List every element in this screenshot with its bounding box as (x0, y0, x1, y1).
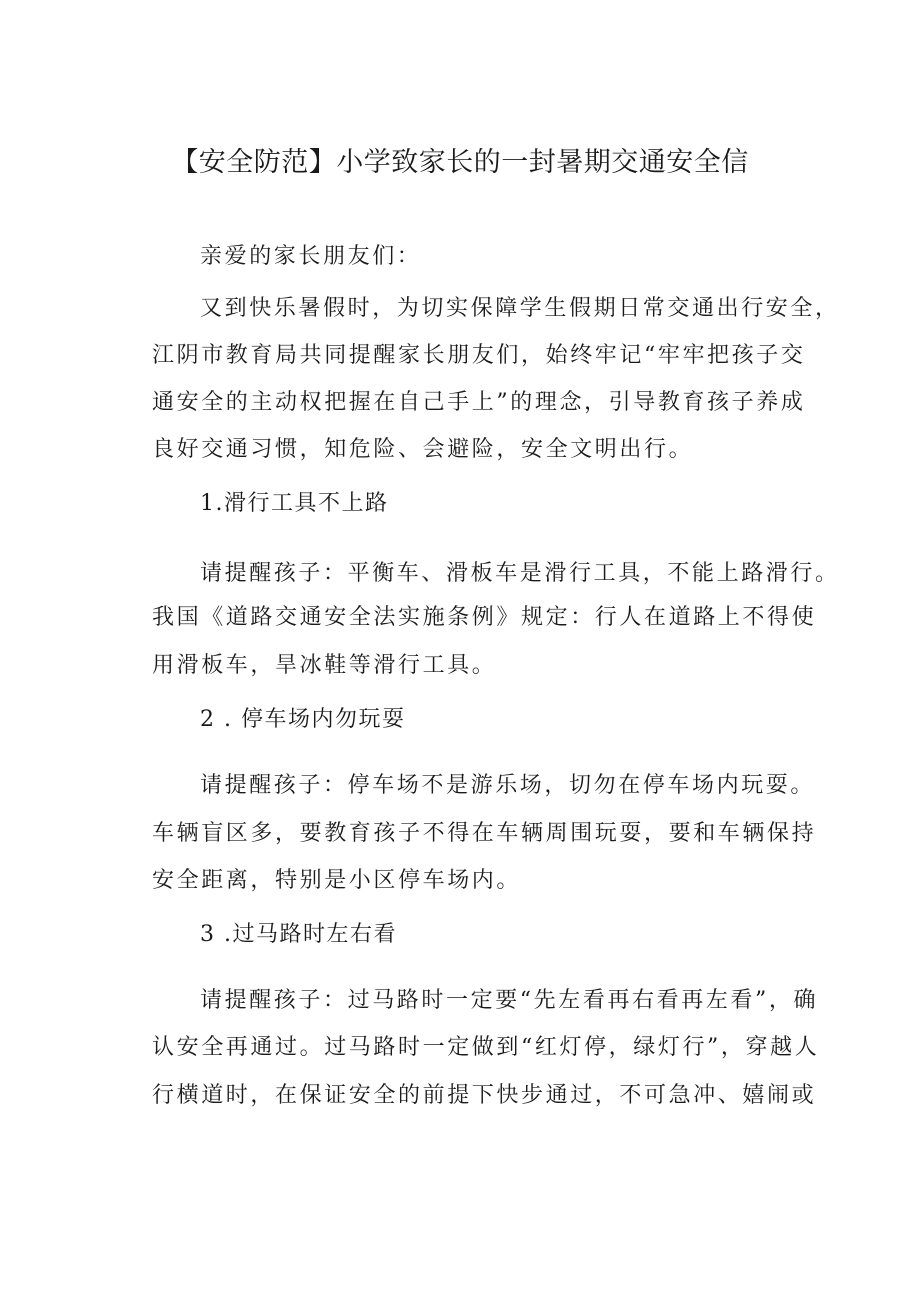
section-1-heading: 1.滑行工具不上路 (200, 491, 389, 516)
section-2-line-3: 安全距离，特别是小区停车场内。 (152, 868, 522, 893)
intro-line-2: 江阴市教育局共同提醒家长朋友们，始终牢记“牢牢把孩子交 (152, 343, 806, 368)
section-3-line-1: 请提醒孩子：过马路时一定要“先左看再右看再左看”，确 (200, 988, 819, 1013)
greeting: 亲爱的家长朋友们： (200, 244, 422, 269)
document-title: 【安全防范】小学致家长的一封暑期交通安全信 (171, 147, 749, 178)
intro-line-4: 良好交通习惯，知危险、会避险，安全文明出行。 (152, 437, 694, 462)
section-1-line-2: 我国《道路交通安全法实施条例》规定：行人在道路上不得使 (152, 605, 817, 630)
section-2-line-2: 车辆盲区多，要教育孩子不得在车辆周围玩耍，要和车辆保持 (152, 821, 817, 846)
section-2-heading: 2 . 停车场内勿玩耍 (200, 707, 406, 732)
section-2-line-1: 请提醒孩子：停车场不是游乐场，切勿在停车场内玩耍。 (200, 773, 816, 798)
section-3-line-2: 认安全再通过。过马路时一定做到“红灯停，绿灯行”，穿越人 (152, 1035, 820, 1060)
section-1-line-1: 请提醒孩子：平衡车、滑板车是滑行工具，不能上路滑行。 (200, 561, 840, 586)
section-1-line-3: 用滑板车，旱冰鞋等滑行工具。 (152, 653, 497, 678)
section-3-heading: 3 .过马路时左右看 (200, 922, 397, 947)
intro-line-1: 又到快乐暑假时，为切实保障学生假期日常交通出行安全， (200, 296, 840, 321)
intro-line-3: 通安全的主动权把握在自己手上”的理念，引导教育孩子养成 (152, 390, 806, 415)
section-3-line-3: 行横道时，在保证安全的前提下快步通过，不可急冲、嬉闹或 (152, 1083, 817, 1108)
